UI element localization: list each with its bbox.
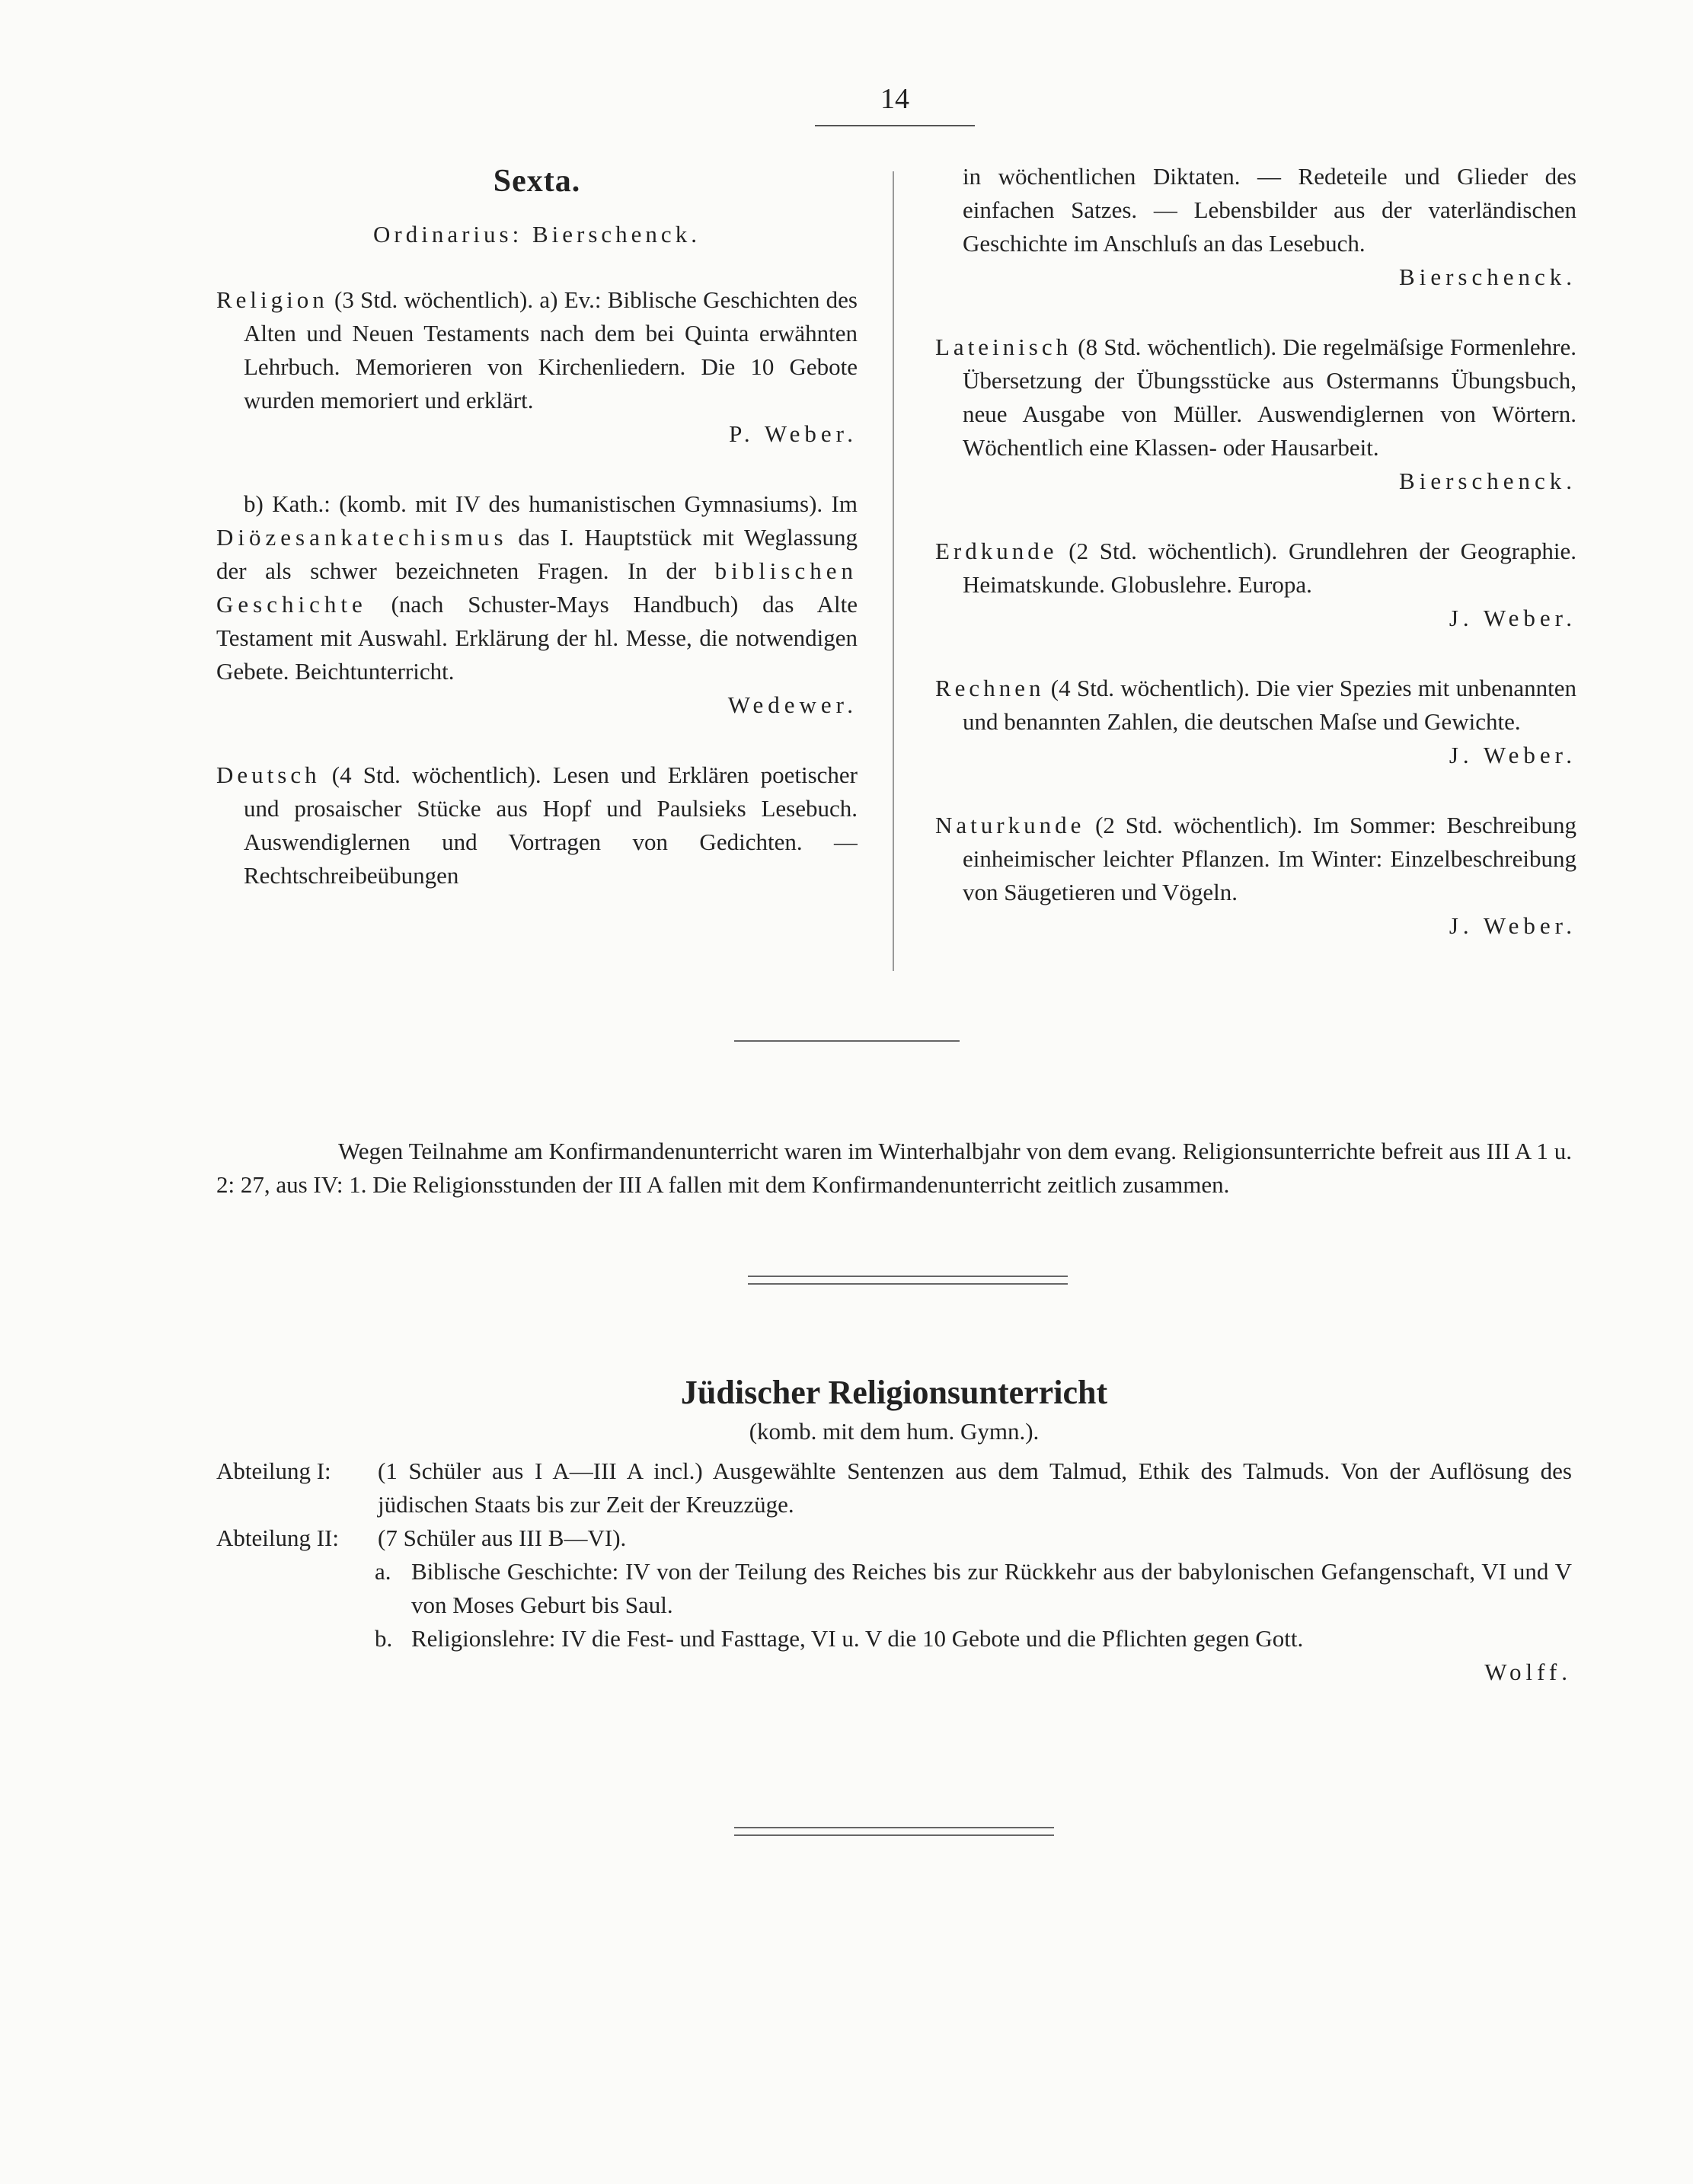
- abteilung-1-text: (1 Schüler aus I A—III A incl.) Ausgewählte Sentenzen aus dem Talmud, Ethik des Talmuds. Von der Auflösung des jüdischen Staats bis zur Zeit der Kreuzzüge.: [378, 1458, 1572, 1518]
- page-number: 14: [880, 83, 909, 115]
- erdkunde-text: (2 Std. wöchentlich). Grundlehren der Geographie. Heimatskunde. Globuslehre. Europa.: [963, 538, 1576, 598]
- abteilung-2-label: Abteilung II:: [216, 1525, 339, 1551]
- paragraph-naturkunde: [935, 809, 1576, 943]
- author-religion-ev: P. Weber.: [729, 420, 858, 447]
- section-rule: [734, 1040, 960, 1042]
- item-b-text: Religionslehre: IV die Fest- und Fasttage, VI u. V die 10 Gebote und die Pflichten gegen Gott.: [411, 1625, 1304, 1652]
- subject-rechnen: Rechnen: [935, 675, 1045, 701]
- item-b-letter: b.: [375, 1625, 393, 1652]
- religion-kath-text-2: das I. Hauptstück mit Weglassung der als schwer bezeichneten Fragen. In der: [216, 524, 858, 584]
- abteilung-1-label: Abteilung I:: [216, 1458, 331, 1484]
- jewish-section-title: Jüdischer Religionsunterricht: [680, 1374, 1108, 1411]
- deutsch-text: (4 Std. wöchentlich). Lesen und Erklären poetischer und prosaischer Stücke aus Hopf und Paulsieks Lesebuch. Auswendiglernen und Vortragen von Gedichten. — Rechtschreibeübungen: [244, 762, 858, 889]
- religion-kath-text-1: b) Kath.: (komb. mit IV des humanistischen Gymnasiums). Im: [244, 490, 858, 517]
- jewish-religion-section: [216, 1371, 1572, 1689]
- paragraph-rechnen: [935, 672, 1576, 772]
- confirmation-note: Wegen Teilnahme am Konfirmandenunterricht waren im Winterhalbjahr von dem evang. Religionsunterrichte befreit aus III A 1 u. 2: 27, aus IV: 1. Die Religionsstunden der III A fallen mit dem Konfirmandenunterricht zeitlich zusammen.: [216, 1138, 1572, 1198]
- author-religion-kath: Wedewer.: [727, 691, 858, 718]
- paragraph-erdkunde: [935, 535, 1576, 635]
- jewish-section-subtitle: (komb. mit dem hum. Gymn.).: [749, 1418, 1040, 1445]
- author-rechnen: J. Weber.: [1449, 742, 1576, 768]
- paragraph-latein: [935, 330, 1576, 498]
- subject-erdkunde: Erdkunde: [935, 538, 1058, 564]
- author-latein: Bierschenck.: [1399, 468, 1576, 494]
- subject-deutsch: Deutsch: [216, 762, 321, 788]
- author-deutsch: Bierschenck.: [1399, 263, 1576, 290]
- paragraph-religion-kath: [216, 487, 858, 722]
- rechnen-text: (4 Std. wöchentlich). Die vier Spezies mit unbenannten und benannten Zahlen, die deutschen Maſse und Gewichte.: [963, 675, 1576, 735]
- double-rule-lower: [734, 1827, 1054, 1836]
- abteilung-2-item-b: [375, 1622, 1572, 1656]
- paragraph-religion-ev: [216, 283, 858, 451]
- item-a-text: Biblische Geschichte: IV von der Teilung des Reiches bis zur Rückkehr aus der babylonischen Gefangenschaft, VI und V von Moses Geburt bis Saul.: [411, 1558, 1572, 1618]
- author-erdkunde: J. Weber.: [1449, 605, 1576, 631]
- subject-latein: Lateinisch: [935, 334, 1072, 360]
- left-column: [216, 160, 858, 929]
- paragraph-deutsch: [216, 758, 858, 892]
- subject-naturkunde: Naturkunde: [935, 812, 1085, 838]
- double-rule-upper: [748, 1276, 1068, 1285]
- author-jewish: Wolff.: [1484, 1659, 1572, 1685]
- right-column: [935, 160, 1576, 979]
- abteilung-1: [216, 1454, 1572, 1521]
- abteilung-2-text: (7 Schüler aus III B—VI).: [378, 1525, 627, 1551]
- religion-kath-spaced-2: biblischen Geschichte: [216, 557, 858, 618]
- author-naturkunde: J. Weber.: [1449, 912, 1576, 939]
- subject-religion: Religion: [216, 286, 328, 313]
- abteilung-2-item-a: [375, 1555, 1572, 1622]
- religion-ev-text: (3 Std. wöchentlich). a) Ev.: Biblische Geschichten des Alten und Neuen Testaments nach dem bei Quinta erwähnten Lehrbuch. Memorieren von Kirchenliedern. Die 10 Gebote wurden memoriert und erklärt.: [244, 286, 858, 413]
- abteilung-2: [216, 1521, 1572, 1555]
- ordinarius-line: Ordinarius: Bierschenck.: [373, 221, 701, 247]
- item-a-letter: a.: [375, 1558, 391, 1585]
- religion-kath-spaced-1: Diözesankatechismus: [216, 524, 508, 551]
- page-number-rule: [815, 125, 975, 126]
- section-title-sexta: Sexta.: [493, 164, 581, 199]
- paragraph-deutsch-continued: [935, 160, 1576, 294]
- column-divider: [893, 171, 894, 971]
- naturkunde-text: (2 Std. wöchentlich). Im Sommer: Beschreibung einheimischer leichter Pflanzen. Im Winter: Einzelbeschreibung von Säugetieren und Vögeln.: [963, 812, 1576, 905]
- deutsch-text-continued: in wöchentlichen Diktaten. — Redeteile und Glieder des einfachen Satzes. — Lebensbilder aus der vaterländischen Geschichte im Anschluſs an das Lesebuch.: [963, 163, 1576, 257]
- latein-text: (8 Std. wöchentlich). Die regelmäſsige Formenlehre. Übersetzung der Übungsstücke aus Ostermanns Übungsbuch, neue Ausgabe von Müller. Auswendiglernen von Wörtern. Wöchentlich eine Klassen- oder Hausarbeit.: [963, 334, 1576, 461]
- religion-kath-text-3: (nach Schuster-Mays Handbuch) das Alte Testament mit Auswahl. Erklärung der hl. Messe, die notwendigen Gebete. Beichtunterricht.: [216, 591, 858, 685]
